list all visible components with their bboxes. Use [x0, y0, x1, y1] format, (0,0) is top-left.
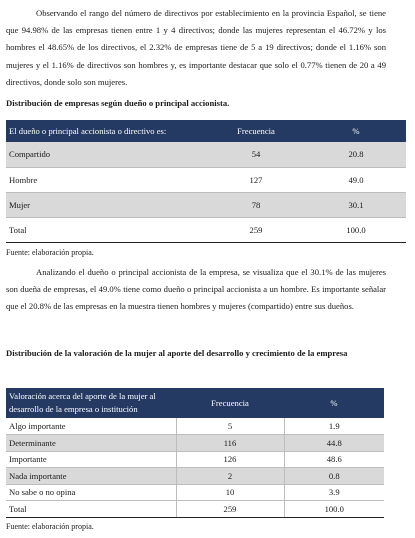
table-row [6, 142, 406, 167]
valuation-distribution-table [6, 388, 384, 518]
table-row [6, 468, 384, 485]
table-cell: Algo importante [6, 418, 176, 435]
table-cell: 259 [176, 501, 284, 518]
column-header: % [330, 397, 338, 408]
table-cell: 0.8 [284, 468, 384, 485]
column-header: El dueño o principal accionista o directivo es: [9, 126, 167, 136]
table-header-row [6, 388, 384, 418]
table2-title: Distribución de la valoración de la mujer al aporte del desarrollo y crecimiento de la empresa [6, 348, 348, 358]
table-cell: Determinante [6, 435, 176, 452]
table-cell: 5 [176, 418, 284, 435]
table-cell: 20.8 [306, 142, 406, 167]
table-row [6, 167, 406, 192]
column-header: Frecuencia [237, 126, 275, 136]
column-header: Frecuencia [211, 397, 249, 408]
table-row [6, 484, 384, 501]
table-header-row [6, 120, 406, 142]
table-cell: Compartido [6, 142, 206, 167]
table1-title: Distribución de empresas según dueño o principal accionista. [6, 98, 230, 108]
table-cell: 49.0 [306, 167, 406, 192]
table-row [6, 451, 384, 468]
table-row [6, 192, 406, 217]
table-cell: Total [6, 501, 176, 518]
table-cell: No sabe o no opina [6, 484, 176, 501]
table-cell: 78 [206, 192, 306, 217]
column-header: Valoración acerca del aporte de la mujer al desarrollo de la empresa o institución [9, 391, 156, 414]
table-cell: 116 [176, 435, 284, 452]
table2-source: Fuente: elaboración propia. [6, 522, 94, 531]
intro-paragraph: Observando el rango del número de directivos por establecimiento en la provincia Español, se tiene que 94.98% de las empresas tienen entre 1 y 4 directivos; donde las mujeres representan el 46.72% y los hombres el 48.65% de los directivos, el 2.32% de empresas tiene de 5 a 19 directivos; donde el 1.16% son mujeres y el 1.16% de directivos son hombres y, es importante destacar que solo el 0.77% tienen de 20 a 49 directivos, donde solo son mujeres. [6, 8, 386, 87]
table-cell: 1.9 [284, 418, 384, 435]
table-cell: 259 [206, 217, 306, 242]
table-cell: Nada importante [6, 468, 176, 485]
table-cell: 48.6 [284, 451, 384, 468]
table-cell: Importante [6, 451, 176, 468]
table-cell: 30.1 [306, 192, 406, 217]
table-cell: 3.9 [284, 484, 384, 501]
table-cell: Hombre [6, 167, 206, 192]
middle-paragraph: Analizando el dueño o principal accionista de la empresa, se visualiza que el 30.1% de las mujeres son dueña de empresas, el 49.0% tiene como dueño o principal accionista a un hombre. Es importante señalar que el 20.8% de las empresas en la muestra tienen hombres y mujeres (compartido) entre sus dueños. [6, 267, 386, 312]
table-cell: Mujer [6, 192, 206, 217]
table-cell: 100.0 [306, 217, 406, 242]
table-cell: 10 [176, 484, 284, 501]
table1-source: Fuente: elaboración propia. [6, 248, 94, 257]
table-cell: 100.0 [284, 501, 384, 518]
table-cell: Total [6, 217, 206, 242]
table-cell: 44.8 [284, 435, 384, 452]
table-row [6, 435, 384, 452]
table-row [6, 418, 384, 435]
table-total-row [6, 217, 406, 242]
owner-distribution-table [6, 120, 406, 243]
table-cell: 126 [176, 451, 284, 468]
column-header: % [352, 126, 360, 136]
table-cell: 127 [206, 167, 306, 192]
table-cell: 54 [206, 142, 306, 167]
table-cell: 2 [176, 468, 284, 485]
table-total-row [6, 501, 384, 518]
